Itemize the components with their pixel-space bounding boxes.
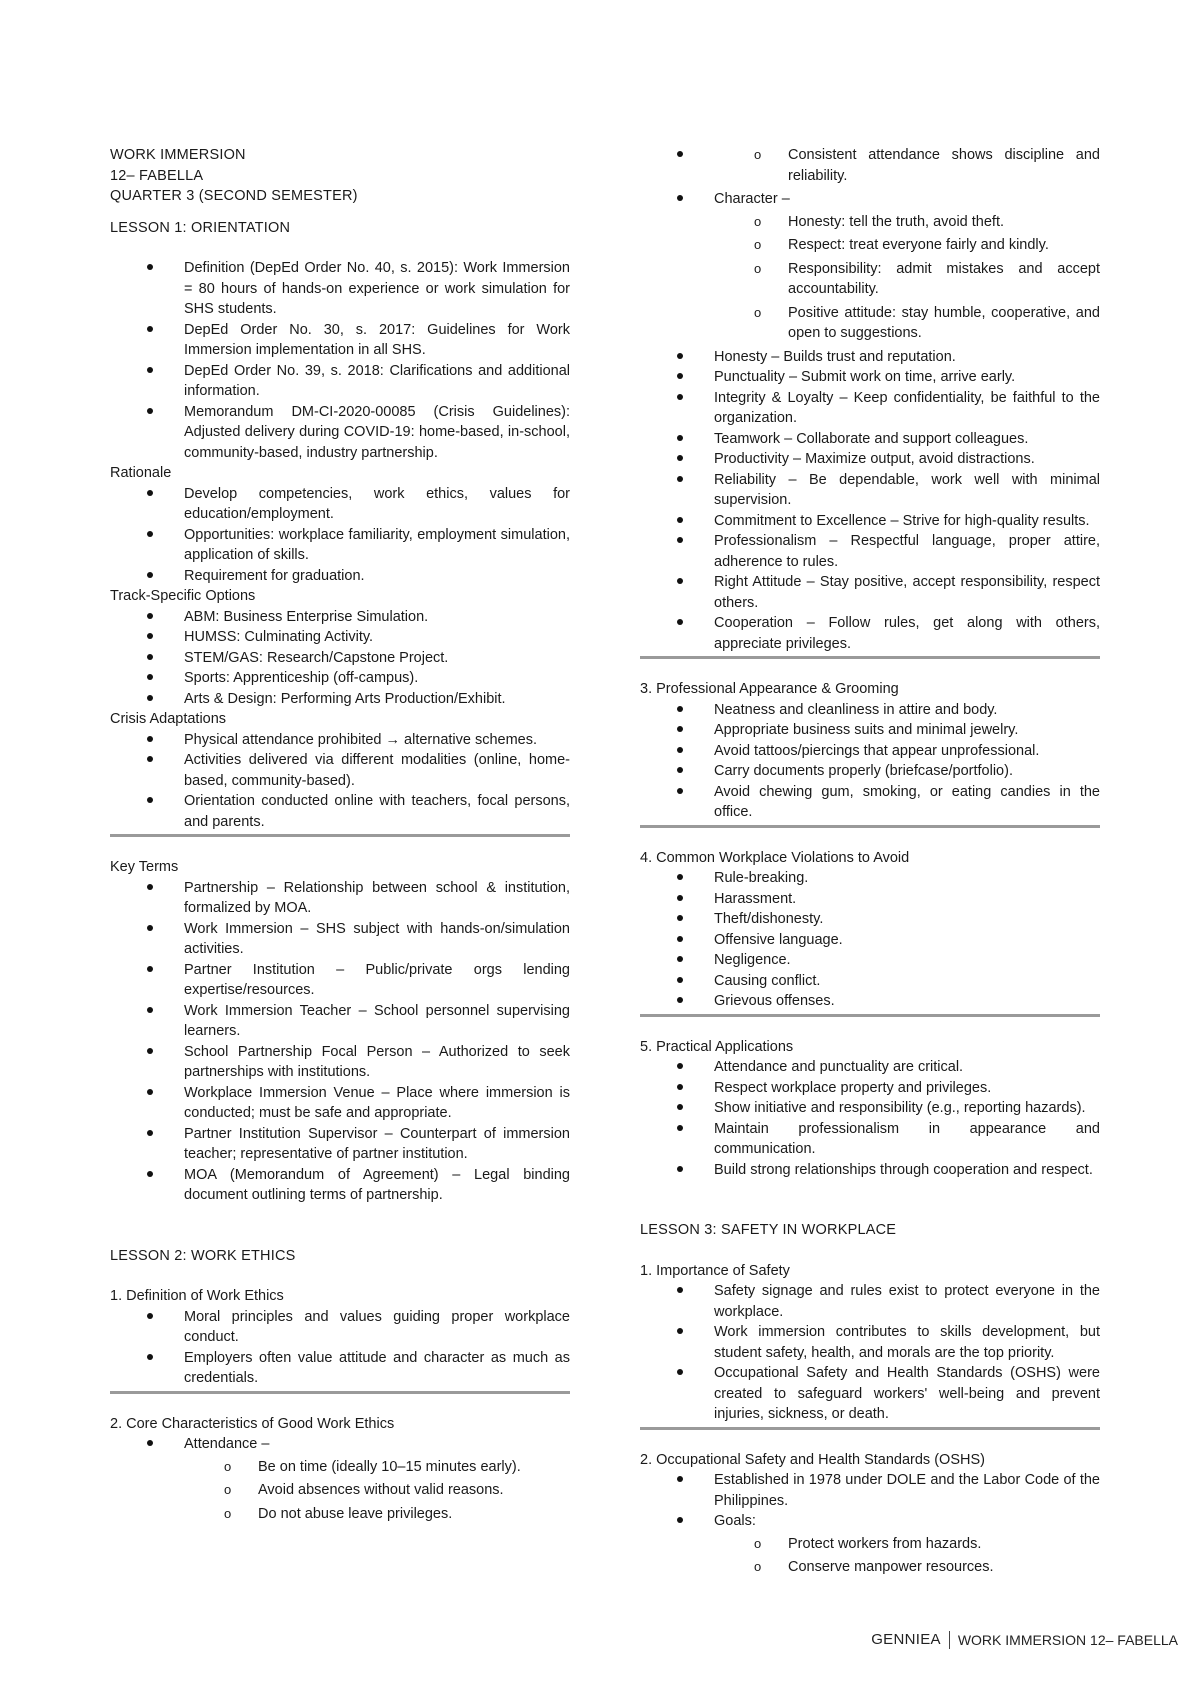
oshs-heading: 2. Occupational Safety and Health Standards (OSHS) xyxy=(640,1451,985,1468)
attendance-list xyxy=(110,1434,570,1524)
goals-label xyxy=(714,1511,1100,1578)
list-item: HUMSS: Culminating Activity. xyxy=(184,627,570,648)
sub-item: o Consistent attendance shows discipline and reliability. xyxy=(788,145,1100,186)
character-list xyxy=(640,189,1100,654)
attendance-continued-wrap xyxy=(714,145,1100,186)
left-column xyxy=(110,145,570,1527)
violations-list xyxy=(640,868,1100,1012)
list-item: Work immersion contributes to skills development, but student safety, health, and morals are the top priority. xyxy=(714,1322,1100,1363)
attendance-sublist xyxy=(184,1457,570,1525)
list-item: Maintain professionalism in appearance and communication. xyxy=(714,1119,1100,1160)
list-item: Grievous offenses. xyxy=(714,991,1100,1012)
importance-list xyxy=(640,1281,1100,1425)
list-item: Work Immersion Teacher – School personnel supervising learners. xyxy=(184,1001,570,1042)
list-item: Physical attendance prohibited → alternative schemes. xyxy=(184,730,570,751)
right-column xyxy=(640,145,1100,1581)
list-item: Moral principles and values guiding proper workplace conduct. xyxy=(184,1307,570,1348)
list-item: Show initiative and responsibility (e.g., reporting hazards). xyxy=(714,1098,1100,1119)
list-item: Orientation conducted online with teachers, focal persons, and parents. xyxy=(184,791,570,832)
sub-item: o Be on time (ideally 10–15 minutes early). xyxy=(258,1457,570,1478)
crisis-list xyxy=(110,730,570,833)
attendance-continued xyxy=(640,145,1100,186)
list-item: Honesty – Builds trust and reputation. xyxy=(714,347,1100,368)
footer-label: WORK IMMERSION 12– FABELLA xyxy=(957,1632,1178,1648)
page-footer xyxy=(871,1630,1178,1651)
appearance-heading: 3. Professional Appearance & Grooming xyxy=(640,681,899,697)
list-item: Teamwork – Collaborate and support colleagues. xyxy=(714,429,1100,450)
list-item: Requirement for graduation. xyxy=(184,566,570,587)
lesson3-title: LESSON 3: SAFETY IN WORKPLACE xyxy=(640,1222,897,1238)
definition-list xyxy=(110,1307,570,1389)
key-terms-heading: Key Terms xyxy=(110,859,179,875)
list-item: Partner Institution – Public/private orgs lending expertise/resources. xyxy=(184,960,570,1001)
list-item: Carry documents properly (briefcase/portfolio). xyxy=(714,761,1100,782)
lesson2-title: LESSON 2: WORK ETHICS xyxy=(110,1247,296,1264)
list-item: Memorandum DM-CI-2020-00085 (Crisis Guidelines): Adjusted delivery during COVID-19: home-based, in-school, community-based, industry partnership. xyxy=(184,402,570,464)
sub-item: o Honesty: tell the truth, avoid theft. xyxy=(788,212,1100,233)
list-item: Commitment to Excellence – Strive for high-quality results. xyxy=(714,511,1100,532)
list-item: Avoid chewing gum, smoking, or eating candies in the office. xyxy=(714,782,1100,823)
oshs-list xyxy=(640,1470,1100,1578)
appearance-list xyxy=(640,700,1100,823)
list-item: Causing conflict. xyxy=(714,971,1100,992)
character-text: Character – xyxy=(714,191,790,207)
list-item: DepEd Order No. 30, s. 2017: Guidelines for Work Immersion implementation in all SHS. xyxy=(184,320,570,361)
list-item: Occupational Safety and Health Standards (OSHS) were created to safeguard workers' well-being and prevent injuries, sickness, or death. xyxy=(714,1363,1100,1425)
definition-heading: 1. Definition of Work Ethics xyxy=(110,1288,284,1304)
list-item: Definition (DepEd Order No. 40, s. 2015): Work Immersion = 80 hours of hands-on experience or work simulation for SHS students. xyxy=(184,258,570,320)
list-item: Productivity – Maximize output, avoid distractions. xyxy=(714,449,1100,470)
list-item: Sports: Apprenticeship (off-campus). xyxy=(184,668,570,689)
doc-quarter: QUARTER 3 (SECOND SEMESTER) xyxy=(110,188,358,204)
list-item: Neatness and cleanliness in attire and body. xyxy=(714,700,1100,721)
list-item: Appropriate business suits and minimal jewelry. xyxy=(714,720,1100,741)
violations-heading: 4. Common Workplace Violations to Avoid xyxy=(640,849,910,866)
sub-item: o Do not abuse leave privileges. xyxy=(258,1504,570,1525)
list-item: Partner Institution Supervisor – Counterpart of immersion teacher; representative of partner institution. xyxy=(184,1124,570,1165)
list-item: Professionalism – Respectful language, proper attire, adherence to rules. xyxy=(714,531,1100,572)
footer-brand: GENNIEA xyxy=(871,1631,941,1648)
rationale-list xyxy=(110,484,570,587)
list-item: Activities delivered via different modalities (online, home-based, community-based). xyxy=(184,750,570,791)
rationale-heading: Rationale xyxy=(110,465,172,481)
lesson1-title: LESSON 1: ORIENTATION xyxy=(110,219,291,236)
track-heading: Track-Specific Options xyxy=(110,588,256,604)
attendance-text: Attendance – xyxy=(184,1436,270,1452)
list-item: DepEd Order No. 39, s. 2018: Clarifications and additional information. xyxy=(184,361,570,402)
list-item: Safety signage and rules exist to protect everyone in the workplace. xyxy=(714,1281,1100,1322)
attendance-label xyxy=(184,1434,570,1524)
practical-list xyxy=(640,1057,1100,1180)
list-item: Employers often value attitude and character as much as credentials. xyxy=(184,1348,570,1389)
list-item: ABM: Business Enterprise Simulation. xyxy=(184,607,570,628)
lesson1-list xyxy=(110,258,570,463)
sub-item: o Respect: treat everyone fairly and kindly. xyxy=(788,235,1100,256)
track-list xyxy=(110,607,570,710)
list-item: MOA (Memorandum of Agreement) – Legal binding document outlining terms of partnership. xyxy=(184,1165,570,1206)
core-heading: 2. Core Characteristics of Good Work Ethics xyxy=(110,1415,395,1432)
list-item: Cooperation – Follow rules, get along with others, appreciate privileges. xyxy=(714,613,1100,654)
character-sublist xyxy=(714,212,1100,344)
list-item: STEM/GAS: Research/Capstone Project. xyxy=(184,648,570,669)
sub-item: o Conserve manpower resources. xyxy=(788,1557,1100,1578)
list-item: Harassment. xyxy=(714,889,1100,910)
doc-section: 12– FABELLA xyxy=(110,167,204,184)
list-item: Theft/dishonesty. xyxy=(714,909,1100,930)
list-item: Partnership – Relationship between school & institution, formalized by MOA. xyxy=(184,878,570,919)
sub-item: o Responsibility: admit mistakes and accept accountability. xyxy=(788,259,1100,300)
list-item: Integrity & Loyalty – Keep confidentiality, be faithful to the organization. xyxy=(714,388,1100,429)
goals-sublist xyxy=(714,1534,1100,1578)
list-item: Established in 1978 under DOLE and the Labor Code of the Philippines. xyxy=(714,1470,1100,1511)
list-item: Workplace Immersion Venue – Place where immersion is conducted; must be safe and appropriate. xyxy=(184,1083,570,1124)
practical-heading: 5. Practical Applications xyxy=(640,1038,794,1055)
doc-subject: WORK IMMERSION xyxy=(110,147,246,163)
list-item: Develop competencies, work ethics, values for education/employment. xyxy=(184,484,570,525)
attendance-sublist-continued xyxy=(714,145,1100,186)
list-item: Rule-breaking. xyxy=(714,868,1100,889)
crisis-heading: Crisis Adaptations xyxy=(110,711,227,727)
list-item: Reliability – Be dependable, work well with minimal supervision. xyxy=(714,470,1100,511)
sub-item: o Positive attitude: stay humble, cooperative, and open to suggestions. xyxy=(788,303,1100,344)
character-label xyxy=(714,189,1100,344)
goals-text: Goals: xyxy=(714,1513,756,1529)
list-item: Respect workplace property and privileges. xyxy=(714,1078,1100,1099)
list-item: Attendance and punctuality are critical. xyxy=(714,1057,1100,1078)
list-item: Arts & Design: Performing Arts Production/Exhibit. xyxy=(184,689,570,710)
list-item: Avoid tattoos/piercings that appear unprofessional. xyxy=(714,741,1100,762)
list-item: Offensive language. xyxy=(714,930,1100,951)
list-item: Opportunities: workplace familiarity, employment simulation, application of skills. xyxy=(184,525,570,566)
list-item: School Partnership Focal Person – Authorized to seek partnerships with institutions. xyxy=(184,1042,570,1083)
footer-separator xyxy=(949,1631,950,1649)
list-item: Work Immersion – SHS subject with hands-on/simulation activities. xyxy=(184,919,570,960)
list-item: Punctuality – Submit work on time, arrive early. xyxy=(714,367,1100,388)
list-item: Build strong relationships through cooperation and respect. xyxy=(714,1160,1100,1181)
sub-item: o Avoid absences without valid reasons. xyxy=(258,1480,570,1501)
sub-item: o Protect workers from hazards. xyxy=(788,1534,1100,1555)
list-item: Negligence. xyxy=(714,950,1100,971)
list-item: Right Attitude – Stay positive, accept responsibility, respect others. xyxy=(714,572,1100,613)
key-terms-list xyxy=(110,878,570,1206)
importance-heading: 1. Importance of Safety xyxy=(640,1262,790,1279)
